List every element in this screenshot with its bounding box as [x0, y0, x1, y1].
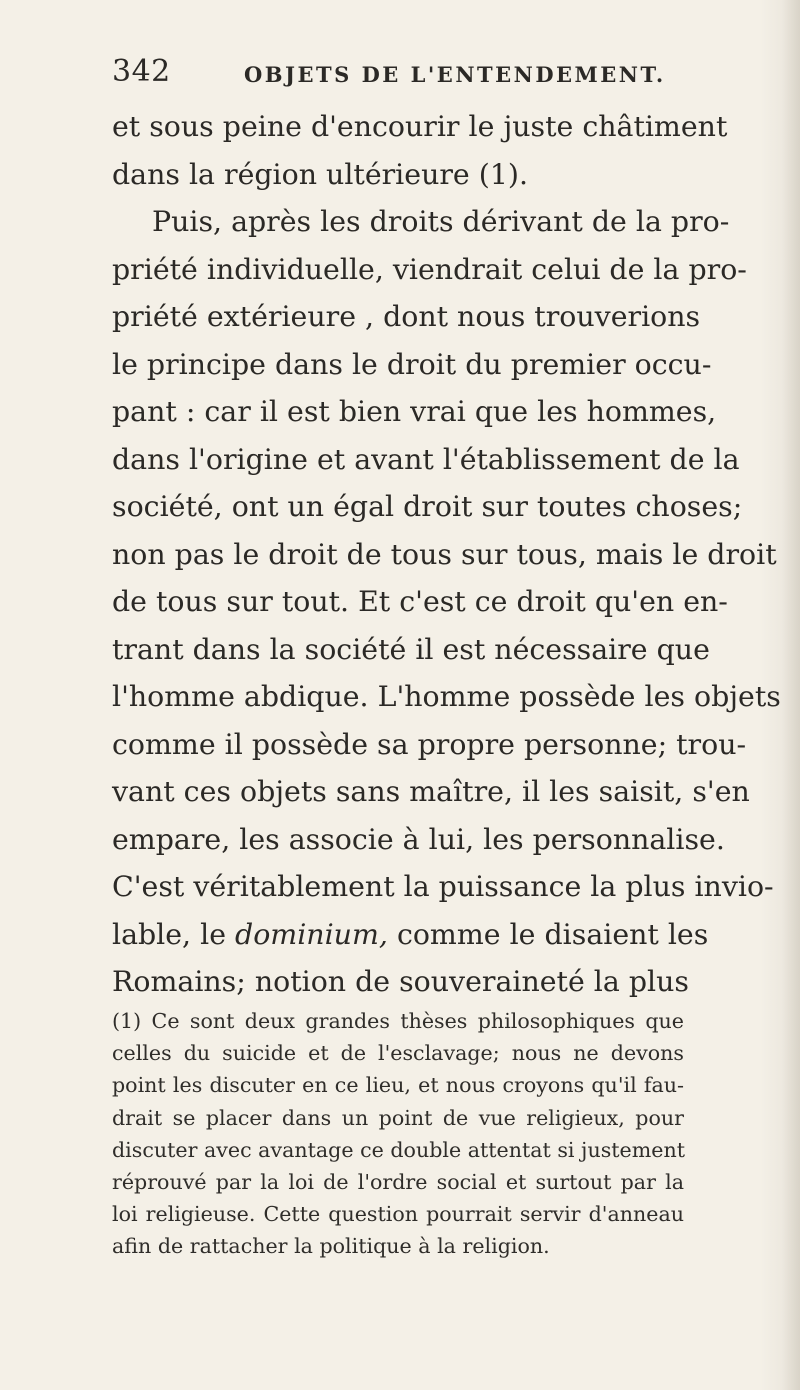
text-line: Puis, après les droits dérivant de la pro-	[152, 205, 730, 238]
footnote-line: afin de rattacher la politique à la religion.	[112, 1234, 550, 1259]
text-line: de tous sur tout. Et c'est ce droit qu'en en-	[112, 585, 728, 618]
footnote-line: point les discuter en ce lieu, et nous croyons qu'il fau-	[112, 1073, 684, 1098]
text-line: Romains; notion de souveraineté la plus	[112, 965, 689, 998]
page-header	[112, 54, 712, 94]
italic-term: dominium,	[235, 917, 388, 951]
text-line: C'est véritablement la puissance la plus invio-	[112, 870, 774, 903]
main-text	[112, 103, 781, 1006]
footnote-line: celles du suicide et de l'esclavage; nous ne devons	[112, 1041, 684, 1066]
footnote-line: (1) Ce sont deux grandes thèses philosophiques que	[112, 1009, 684, 1033]
page-edge-shadow	[782, 0, 800, 1390]
text-line: société, ont un égal droit sur toutes choses;	[112, 490, 743, 523]
text-segment: lable, le	[112, 917, 226, 951]
text-line: le principe dans le droit du premier occu-	[112, 347, 712, 381]
text-line: priété extérieure , dont nous trouverions	[112, 300, 701, 333]
running-head: OBJETS DE L'ENTENDEMENT.	[244, 62, 666, 87]
footnote	[112, 1005, 684, 1263]
footnote-line: discuter avec avantage ce double attentat si justement	[112, 1137, 685, 1162]
text-segment: comme le disaient les	[396, 917, 709, 951]
footnote-line: loi religieuse. Cette question pourrait servir d'anneau	[112, 1202, 684, 1227]
text-line-with-italic	[112, 911, 709, 959]
footnote-line: réprouvé par la loi de l'ordre social et surtout par la	[112, 1170, 684, 1195]
page-number: 342	[112, 54, 171, 89]
text-line: vant ces objets sans maître, il les saisit, s'en	[112, 775, 750, 808]
text-line: l'homme abdique. L'homme possède les objets	[112, 680, 781, 713]
text-line: empare, les associe à lui, les personnalise.	[112, 822, 725, 856]
text-line: priété individuelle, viendrait celui de la pro-	[112, 252, 747, 286]
text-line: non pas le droit de tous sur tous, mais le droit	[112, 537, 777, 571]
text-line: dans l'origine et avant l'établissement de la	[112, 442, 740, 476]
text-line: et sous peine d'encourir le juste châtiment	[112, 110, 728, 143]
text-line: dans la région ultérieure (1).	[112, 157, 528, 191]
text-line: pant : car il est bien vrai que les hommes,	[112, 395, 717, 428]
text-line: trant dans la société il est nécessaire que	[112, 632, 710, 666]
footnote-line: drait se placer dans un point de vue religieux, pour	[112, 1105, 684, 1130]
text-line: comme il possède sa propre personne; trou-	[112, 727, 747, 761]
